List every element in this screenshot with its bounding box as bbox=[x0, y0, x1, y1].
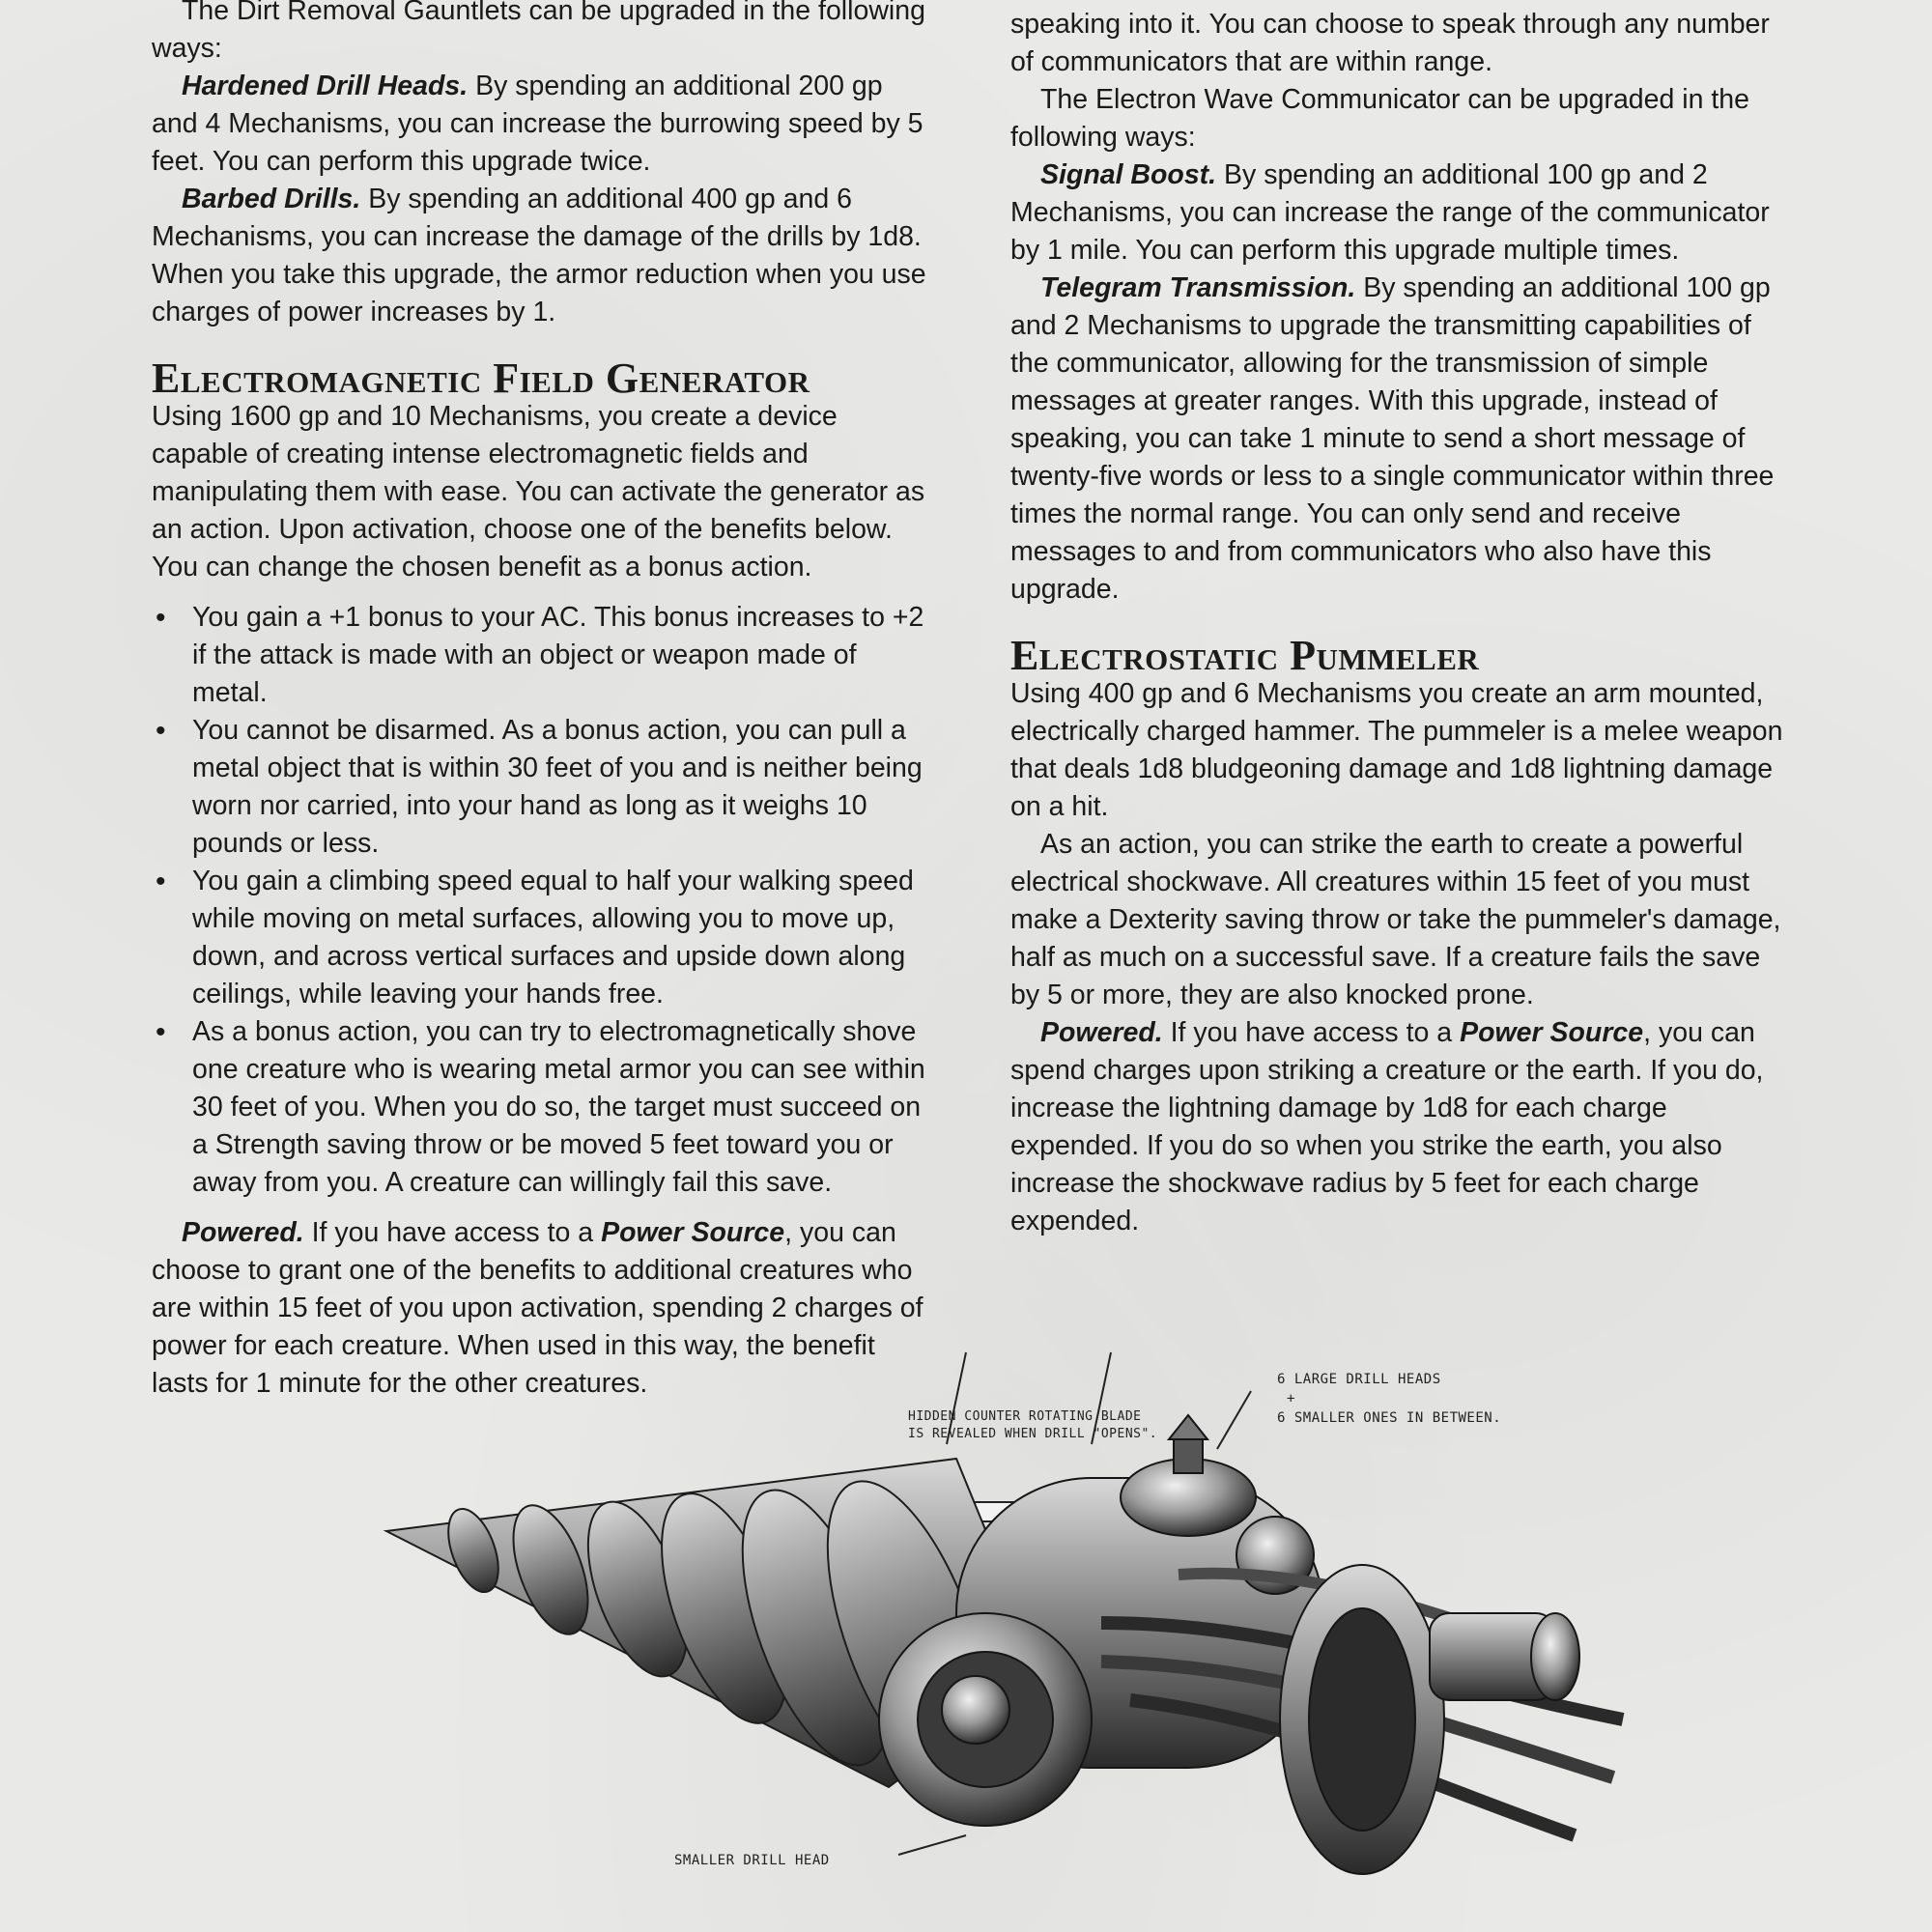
telegram-transmission-title: Telegram Transmission. bbox=[1040, 272, 1356, 303]
pummeler-powered-paragraph bbox=[1010, 1014, 1793, 1240]
power-source-term: Power Source bbox=[1460, 1017, 1644, 1048]
powered-title: Powered. bbox=[182, 1217, 304, 1248]
powered-text-b: , you can spend charges upon striking a creature or the earth. If you do, increase the lightning damage by 1d8 for each charge expended. If you do so when you strike the earth, you also increase the shockwave radius by 5 feet for each charge expended. bbox=[1010, 1017, 1764, 1236]
emf-generator-intro: Using 1600 gp and 10 Mechanisms, you create a device capable of creating intense electromagnetic fields and manipulating them with ease. You can activate the generator as an action. Upon activation, choose one of the benefits below. You can change the chosen benefit as a bonus action. bbox=[152, 401, 925, 582]
upgrade-intro: The Dirt Removal Gauntlets can be upgraded in the following ways: bbox=[152, 0, 925, 64]
drill-heads-note-line2: + bbox=[1287, 1391, 1295, 1406]
power-source-term: Power Source bbox=[601, 1217, 785, 1248]
pummeler-intro: Using 400 gp and 6 Mechanisms you create an arm mounted, electrically charged hammer. The pummeler is a melee weapon that deals 1d8 bludgeoning damage and 1d8 lightning damage on a hit. bbox=[1010, 678, 1783, 822]
powered-text-b: , you can choose to grant one of the benefits to additional creatures who are within 15 feet of you upon activation, spending 2 charges of power for each creature. When used in this way, the benefit lasts for 1 minute for the other creatures. bbox=[152, 1217, 923, 1399]
communicator-upgrade-intro: The Electron Wave Communicator can be upgraded in the following ways: bbox=[1010, 84, 1750, 153]
powered-title: Powered. bbox=[1040, 1017, 1163, 1048]
list-item: • As a bonus action, you can try to electromagnetically shove one creature who is wearing metal armor you can see within 30 feet of you. When you do so, the target must succeed on a Strength saving throw or be moved 5 feet toward you or away from you. A creature can willingly fail this save. bbox=[152, 1013, 934, 1202]
list-item: • You gain a +1 bonus to your AC. This bonus increases to +2 if the attack is made with an object or weapon made of metal. bbox=[152, 599, 934, 712]
signal-boost-title: Signal Boost. bbox=[1040, 159, 1217, 190]
drill-heads-note-line1: 6 LARGE DRILL HEADS bbox=[1277, 1372, 1441, 1387]
blade-note-text: HIDDEN COUNTER ROTATING BLADE IS REVEALED WHEN DRILL "OPENS". bbox=[908, 1409, 1158, 1441]
hardened-drill-heads-paragraph bbox=[152, 68, 934, 181]
barbed-drills-text: By spending an additional 400 gp and 6 Mechanisms, you can increase the damage of the drills by 1d8. When you take this upgrade, the armor reduction when you use charges of power increases by 1. bbox=[152, 184, 926, 327]
list-item: • You cannot be disarmed. As a bonus action, you can pull a metal object that is within 30 feet of you and is neither being worn nor carried, into your hand as long as it weighs 10 pounds or less. bbox=[152, 712, 934, 863]
hardened-drill-heads-text: By spending an additional 200 gp and 4 Mechanisms, you can increase the burrowing speed by 5 feet. You can perform this upgrade twice. bbox=[152, 71, 923, 177]
list-item: • You gain a climbing speed equal to half your walking speed while moving on metal surfaces, allowing you to move up, down, and across vertical surfaces and upside down along ceilings, while leaving your hands free. bbox=[152, 863, 934, 1013]
pummeler-shockwave-paragraph: As an action, you can strike the earth to create a powerful electrical shockwave. All creatures within 15 feet of you must make a Dexterity saving throw or take the pummeler's damage, half as much on a successful save. If a creature fails the save by 5 or more, they are also knocked prone. bbox=[1010, 829, 1781, 1010]
benefit-list bbox=[152, 599, 934, 1202]
right-column bbox=[1010, 0, 1793, 1240]
drill-heads-note-line3: 6 SMALLER ONES IN BETWEEN. bbox=[1277, 1410, 1502, 1426]
powered-text-a: If you have access to a bbox=[303, 1217, 602, 1248]
smaller-drill-head-note: SMALLER DRILL HEAD bbox=[674, 1853, 830, 1868]
telegram-transmission-text: By spending an additional 100 gp and 2 Mechanisms to upgrade the transmitting capabilities of the communicator, allowing for the transmission of simple messages at greater ranges. With this upgrade, instead of speaking, you can take 1 minute to send a short message of twenty-five words or less to a single communicator within three times the normal range. You can only send and receive messages to and from communicators who also have this upgrade. bbox=[1010, 272, 1775, 605]
signal-boost-paragraph bbox=[1010, 156, 1793, 270]
powered-text-a: If you have access to a bbox=[1162, 1017, 1461, 1048]
communicator-continued-paragraph: speaking into it. You can choose to speak through any number of communicators that are within range. bbox=[1010, 9, 1770, 77]
hardened-drill-heads-title: Hardened Drill Heads. bbox=[182, 71, 469, 101]
telegram-transmission-paragraph bbox=[1010, 270, 1793, 609]
drill-illustration bbox=[367, 1333, 1700, 1932]
electrostatic-pummeler-heading: Electrostatic Pummeler bbox=[1010, 632, 1480, 679]
barbed-drills-title: Barbed Drills. bbox=[182, 184, 361, 214]
left-column bbox=[152, 0, 934, 1403]
signal-boost-text: By spending an additional 100 gp and 2 Mechanisms, you can increase the range of the communicator by 1 mile. You can perform this upgrade multiple times. bbox=[1010, 159, 1770, 266]
barbed-drills-paragraph bbox=[152, 181, 934, 331]
emf-generator-heading: Electromagnetic Field Generator bbox=[152, 355, 810, 402]
